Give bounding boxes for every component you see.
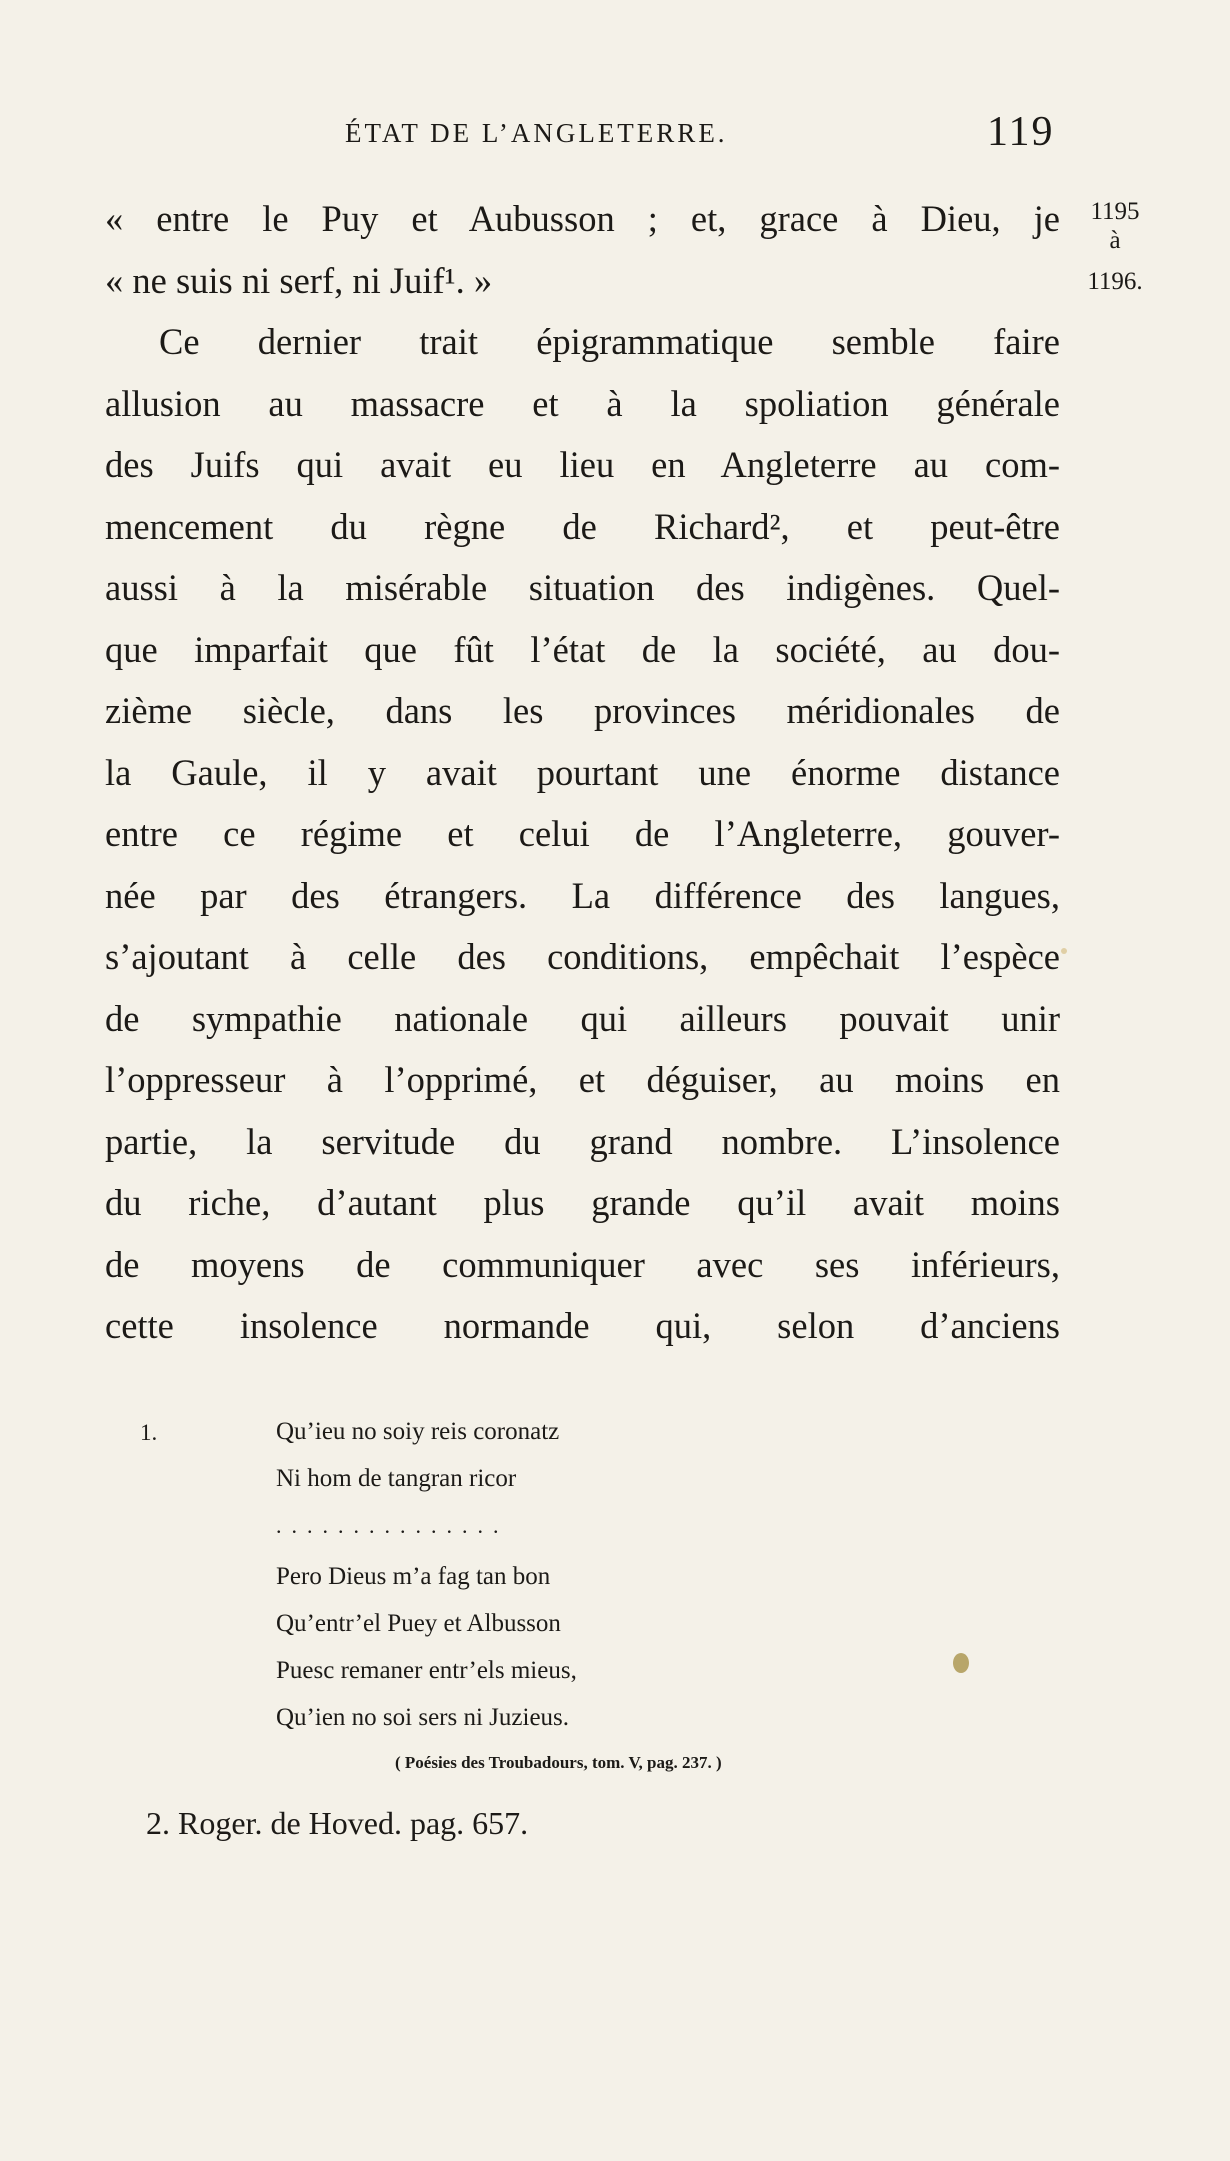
text-line: allusion au massacre et à la spoliation générale (105, 382, 1060, 424)
text-line: zième siècle, dans les provinces méridionales de (105, 690, 1060, 731)
paper-stain (953, 1653, 969, 1673)
margin-date-separator: à (1109, 227, 1121, 254)
text-line: que imparfait que fût l’état de la société, au dou- (105, 628, 1060, 670)
text-line: « ne suis ni serf, ni Juif¹. » (105, 259, 493, 301)
main-text (105, 188, 1060, 1357)
footnote-2: 2. Roger. de Hoved. pag. 657. (146, 1805, 529, 1841)
text-line: Ce dernier trait épigrammatique semble faire (159, 321, 1060, 362)
text-line: mencement du règne de Richard², et peut-être (105, 505, 1060, 547)
verse-line: Qu’entr’el Puey et Albusson (276, 1610, 561, 1637)
running-title: ÉTAT DE L’ANGLETERRE. (345, 118, 728, 148)
footnote-1-number: 1. (140, 1420, 158, 1445)
text-line: « entre le Puy et Aubusson ; et, grace à Dieu, je (105, 198, 1060, 239)
text-line: cette insolence normande qui, selon d’anciens (105, 1305, 1060, 1346)
text-line: des Juifs qui avait eu lieu en Angleterre au com- (105, 444, 1060, 485)
text-line: née par des étrangers. La différence des langues, (105, 874, 1060, 916)
text-line: aussi à la misérable situation des indigènes. Quel- (105, 567, 1060, 608)
text-line: du riche, d’autant plus grande qu’il avait moins (105, 1182, 1060, 1223)
text-line: partie, la servitude du grand nombre. L’insolence (105, 1120, 1060, 1162)
text-line: s’ajoutant à celle des conditions, empêchait l’espèce (105, 936, 1060, 977)
verse-line: Qu’ieu no soiy reis coronatz (276, 1418, 560, 1445)
text-line: entre ce régime et celui de l’Angleterre, gouver- (105, 813, 1060, 854)
text-line: la Gaule, il y avait pourtant une énorme distance (105, 751, 1060, 793)
footnote-source: ( Poésies des Troubadours, tom. V, pag. 237. ) (395, 1753, 722, 1772)
text-line: de moyens de communiquer avec ses inférieurs, (105, 1243, 1060, 1285)
margin-date-from: 1195 (1090, 198, 1140, 225)
paper-speck (1061, 948, 1067, 954)
margin-date-to: 1196. (1087, 268, 1143, 295)
page-number: 119 (987, 109, 1055, 155)
verse-line: Ni hom de tangran ricor (276, 1465, 517, 1492)
verse-line: Qu’ien no soi sers ni Juzieus. (276, 1704, 570, 1731)
text-line: l’oppresseur à l’opprimé, et déguiser, au moins en (105, 1059, 1060, 1100)
text-line: de sympathie nationale qui ailleurs pouvait unir (105, 997, 1060, 1039)
verse-ellipsis: ............... (276, 1513, 509, 1538)
verse-line: Pero Dieus m’a fag tan bon (276, 1563, 551, 1590)
verse-line: Puesc remaner entr’els mieus, (276, 1657, 577, 1684)
